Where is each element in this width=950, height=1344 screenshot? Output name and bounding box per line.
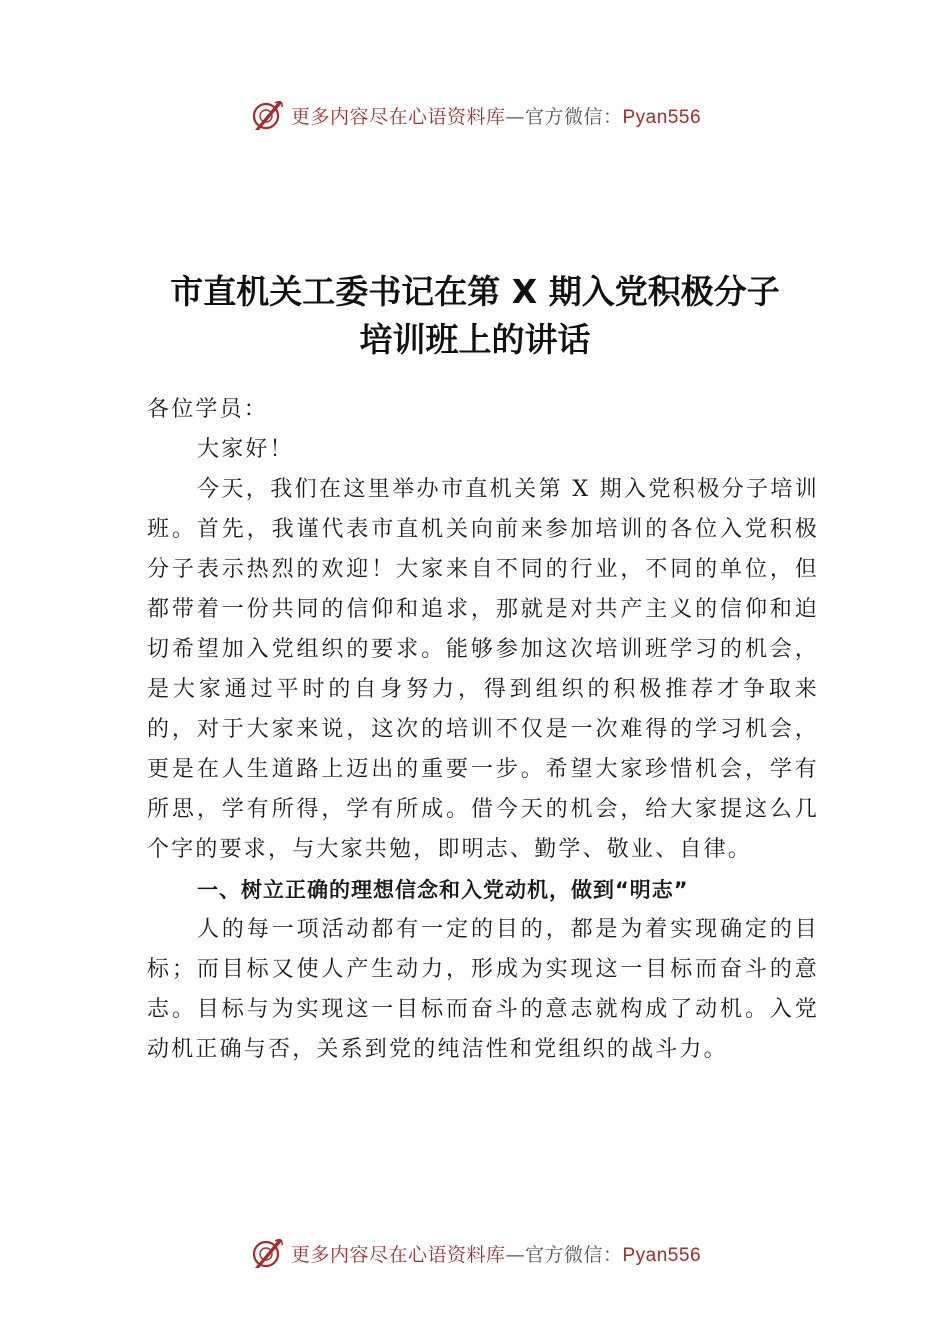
footer-banner-text [291,1240,701,1267]
document-body [147,390,819,1070]
footer-banner [0,1231,950,1275]
greeting: 大家好！ [197,437,294,462]
paragraph-section1: 人的每一项活动都有一定的目的，都是为着实现确定的目标；而目标又使人产生动力，形成为实现这一目标而奋斗的意志。目标与为实现这一目标而奋斗的意志就构成了动机。入党动机正确与否，关系到党的纯洁性和党组织的战斗力。 [147,917,819,1062]
header-banner [0,93,950,137]
quill-pen-logo-icon [249,97,285,133]
banner-wechat-id: Pyan556 [622,106,702,128]
header-banner-text [291,102,701,129]
banner-main-text: 更多内容尽在心语资料库 [290,105,506,128]
banner-wechat-id: Pyan556 [622,1244,702,1266]
banner-separator: — [505,105,525,128]
section-heading-1: 一、树立正确的理想信念和入党动机，做到“明志” [197,878,689,902]
paragraph-intro: 今天，我们在这里举办市直机关第 X 期入党积极分子培训班。首先，我谨代表市直机关向前来参加培训的各位入党积极分子表示热烈的欢迎！大家来自不同的行业，不同的单位，但都带着一份共同的信仰和追求，那就是对共产主义的信仰和迫切希望加入党组织的要求。能够参加这次培训班学习的机会，是大家通过平时的自身努力，得到组织的积极推荐才争取来的，对于大家来说，这次的培训不仅是一次难得的学习机会，更是在人生道路上迈出的重要一步。希望大家珍惜机会，学有所思，学有所得，学有所成。借今天的机会，给大家提这么几个字的要求，与大家共勉，即明志、勤学、敬业、自律。 [147,477,819,862]
salutation: 各位学员： [147,397,269,422]
document-title-line2: 培训班上的讲话 [359,320,591,359]
banner-main-text: 更多内容尽在心语资料库 [290,1243,506,1266]
banner-wechat-label: 官方微信： [524,105,623,128]
document-title-line1: 市直机关工委书记在第 X 期入党积极分子 [170,272,780,311]
banner-wechat-label: 官方微信： [524,1243,623,1266]
banner-separator: — [505,1243,525,1266]
quill-pen-logo-icon [249,1235,285,1271]
